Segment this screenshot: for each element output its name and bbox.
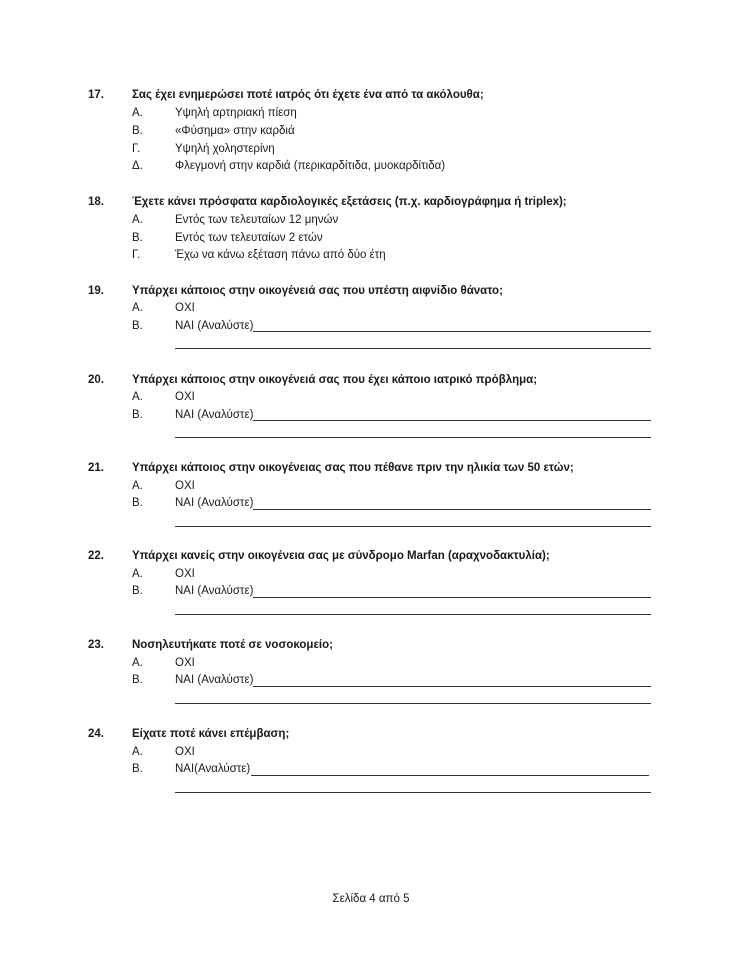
option-text: ΝΑΙ(Αναλύστε) [175,763,251,775]
option-text: Φλεγμονή στην καρδιά (περικαρδίτιδα, μυοκαρδίτιδα) [175,160,446,172]
question-number: 19. [88,285,104,297]
option-text: ΟΧΙ [175,568,195,580]
answer-line[interactable] [253,420,651,421]
option-text: Έχω να κάνω εξέταση πάνω από δύο έτη [175,249,386,261]
option-text: ΟΧΙ [175,480,195,492]
answer-line[interactable] [253,597,651,598]
option-letter: Α. [132,568,143,580]
option-text: ΟΧΙ [175,746,195,758]
option-letter: Α. [132,302,143,314]
option-item [0,497,742,515]
answer-line[interactable] [175,703,651,704]
option-text: ΝΑΙ (Αναλύστε) [175,585,254,597]
option-letter: Α. [132,107,143,119]
question-text: Υπάρχει κανείς στην οικογένεια σας με σύνδρομο Marfan (αραχνοδακτυλία); [132,550,550,562]
question-text: Σας έχει ενημερώσει ποτέ ιατρός ότι έχετε ένα από τα ακόλουθα; [132,89,484,101]
option-letter: Γ. [132,143,141,155]
question-text: Έχετε κάνει πρόσφατα καρδιολογικές εξετάσεις (π.χ. καρδιογράφημα ή triplex); [132,196,567,208]
question-text: Υπάρχει κάποιος στην οικογένειά σας που υπέστη αιφνίδιο θάνατο; [132,285,503,297]
option-text: Εντός των τελευταίων 12 μηνών [175,214,339,226]
option-letter: Β. [132,320,143,332]
question-number: 24. [88,728,104,740]
option-letter: Β. [132,232,143,244]
question-number: 23. [88,639,104,651]
question-number: 20. [88,374,104,386]
option-item [0,585,742,603]
option-item [0,568,742,586]
option-letter: Α. [132,480,143,492]
option-text: ΝΑΙ (Αναλύστε) [175,674,254,686]
question-text: Νοσηλευτήκατε ποτέ σε νοσοκομείο; [132,639,333,651]
option-item [0,674,742,692]
answer-line[interactable] [175,526,651,527]
option-text: ΝΑΙ (Αναλύστε) [175,497,254,509]
question-number: 18. [88,196,104,208]
option-letter: Α. [132,214,143,226]
question-number: 22. [88,550,104,562]
option-item [0,214,742,232]
option-item [0,746,742,764]
option-item [0,125,742,143]
option-text: ΟΧΙ [175,657,195,669]
option-letter: Β. [132,763,143,775]
option-text: Εντός των τελευταίων 2 ετών [175,232,323,244]
page-number-footer: Σελίδα 4 από 5 [332,893,410,905]
option-item [0,143,742,161]
option-letter: Δ. [132,160,143,172]
option-item [0,763,742,781]
option-letter: Α. [132,391,143,403]
option-text: ΟΧΙ [175,302,195,314]
option-letter: Β. [132,585,143,597]
option-text: «Φύσημα» στην καρδιά [175,125,295,137]
option-text: Υψηλή χοληστερίνη [175,143,275,155]
answer-line[interactable] [175,614,651,615]
question-text: Υπάρχει κάποιος στην οικογένειας σας που πέθανε πριν την ηλικία των 50 ετών; [132,462,574,474]
option-text: ΟΧΙ [175,391,195,403]
option-item [0,232,742,250]
option-item [0,480,742,498]
question-number: 21. [88,462,104,474]
option-text: ΝΑΙ (Αναλύστε) [175,409,254,421]
answer-line[interactable] [253,509,651,510]
answer-line[interactable] [253,686,651,687]
option-letter: Α. [132,657,143,669]
option-letter: Β. [132,497,143,509]
question-text: Υπάρχει κάποιος στην οικογένειά σας που έχει κάποιο ιατρικό πρόβλημα; [132,374,538,386]
option-item [0,107,742,125]
option-text: ΝΑΙ (Αναλύστε) [175,320,254,332]
answer-line[interactable] [175,348,651,349]
option-item [0,320,742,338]
option-item [0,160,742,178]
question-number: 17. [88,89,104,101]
option-item [0,657,742,675]
option-item [0,302,742,320]
answer-line[interactable] [253,331,651,332]
option-letter: Γ. [132,249,141,261]
answer-line[interactable] [175,437,651,438]
option-letter: Β. [132,409,143,421]
option-letter: Β. [132,674,143,686]
question-text: Είχατε ποτέ κάνει επέμβαση; [132,728,290,740]
option-item [0,409,742,427]
option-item [0,391,742,409]
answer-line[interactable] [175,792,651,793]
option-letter: Β. [132,125,143,137]
option-text: Υψηλή αρτηριακή πίεση [175,107,297,119]
option-item [0,249,742,267]
option-letter: Α. [132,746,143,758]
answer-line[interactable] [251,775,649,776]
